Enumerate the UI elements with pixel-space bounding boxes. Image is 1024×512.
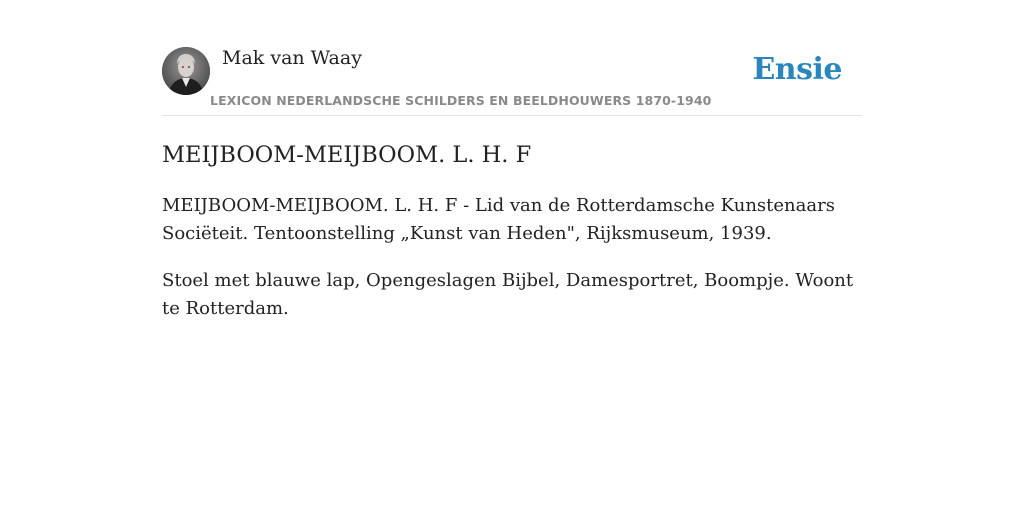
header (162, 0, 862, 116)
article-body (162, 192, 862, 342)
article-title: MEIJBOOM-MEIJBOOM. L. H. F (162, 142, 532, 168)
page-container (162, 0, 862, 512)
source-title[interactable]: LEXICON NEDERLANDSCHE SCHILDERS EN BEELDHOUWERS 1870-1940 (210, 93, 712, 108)
author-name[interactable]: Mak van Waay (222, 47, 362, 69)
article-paragraph: MEIJBOOM-MEIJBOOM. L. H. F - Lid van de Rotterdamsche Kunstenaars Sociëteit. Tentoonstelling „Kunst van Heden", Rijksmuseum, 1939. (162, 195, 835, 244)
ensie-logo[interactable]: Ensie (752, 52, 842, 87)
author-avatar[interactable] (162, 47, 210, 95)
portrait-icon (162, 47, 210, 95)
article-paragraph: Stoel met blauwe lap, Opengeslagen Bijbel, Damesportret, Boompje. Woont te Rotterdam. (162, 270, 854, 319)
